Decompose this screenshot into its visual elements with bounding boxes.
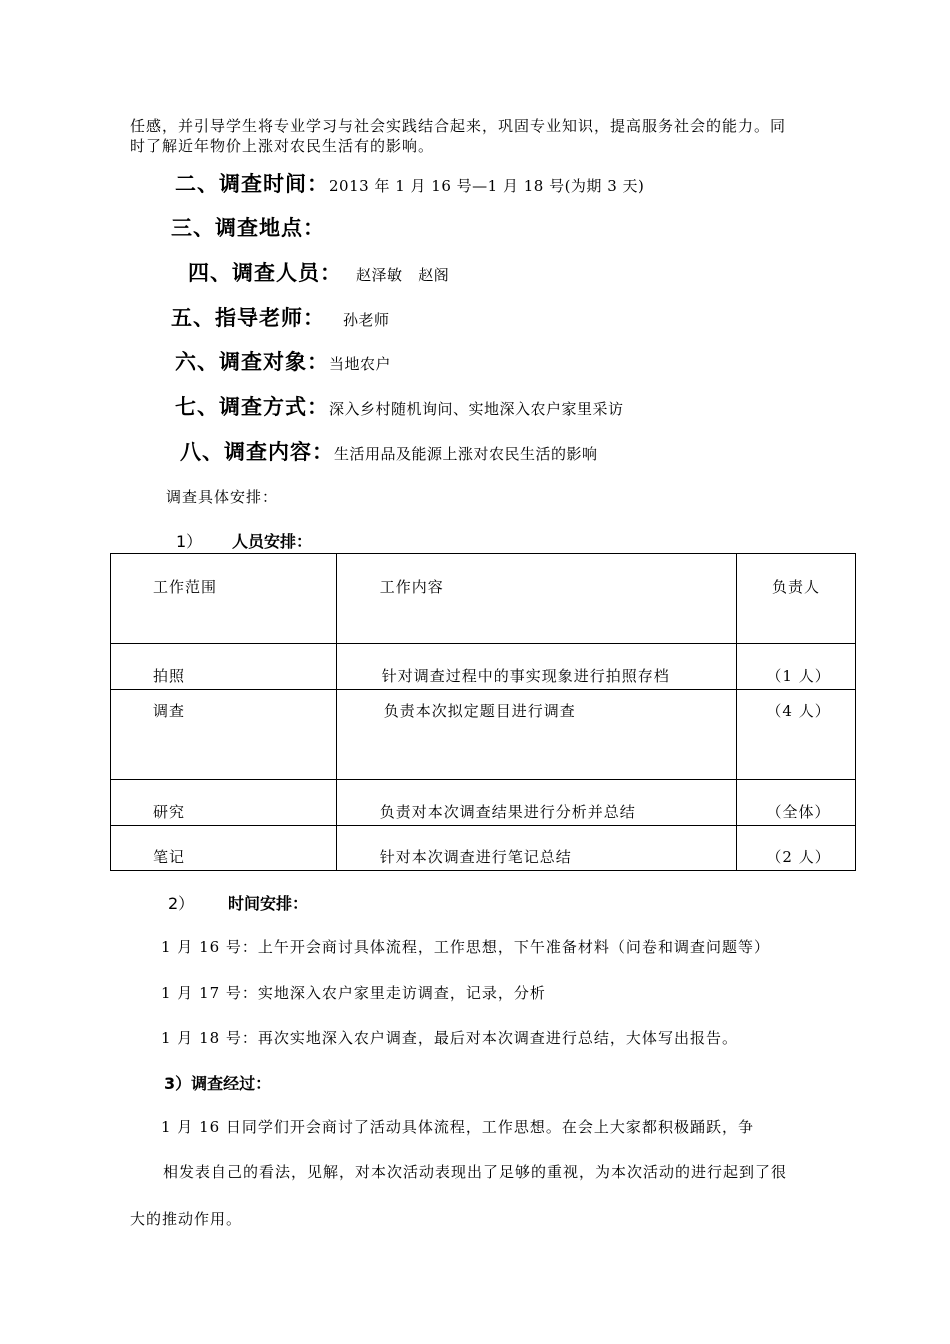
header-content: 工作内容: [379, 578, 444, 596]
header-scope: 工作范围: [153, 578, 218, 596]
schedule-item: 1 月 18 号：再次实地深入农户调查，最后对本次调查进行总结，大体写出报告。: [161, 1029, 738, 1047]
table-header-cell: [737, 554, 856, 644]
schedule-number: 2）: [168, 894, 195, 913]
staffing-title: 人员安排：: [232, 532, 313, 551]
table-cell: [737, 826, 856, 871]
table-cell: [336, 644, 736, 690]
row-content: 针对本次调查进行笔记总结: [379, 848, 572, 866]
table-cell: [737, 644, 856, 690]
staffing-table: [110, 553, 856, 871]
process-line-2: 相发表自己的看法，见解，对本次活动表现出了足够的重视，为本次活动的进行起到了很: [163, 1163, 788, 1181]
schedule-item: 1 月 16 号：上午开会商讨具体流程，工作思想，下午准备材料（问卷和调查问题等）: [161, 938, 770, 956]
row-owner: （4 人）: [766, 702, 831, 720]
table-row: [111, 690, 856, 780]
section-value: 赵泽敏 赵阁: [356, 266, 450, 284]
header-owner: 负责人: [772, 578, 821, 596]
row-content: 针对调查过程中的事实现象进行拍照存档: [381, 667, 670, 685]
row-owner: （全体）: [766, 803, 831, 821]
section-label: 八、调查内容：: [180, 440, 334, 464]
arrangement-title: 调查具体安排：: [166, 488, 279, 506]
schedule-title: 时间安排：: [228, 894, 309, 913]
row-scope: 拍照: [153, 667, 186, 685]
section-label: 五、指导老师：: [171, 306, 325, 330]
process-title: 3）调查经过：: [164, 1074, 272, 1093]
table-header-cell: [336, 554, 736, 644]
section-value: 深入乡村随机询问、实地深入农户家里采访: [329, 400, 624, 418]
intro-line-2: 时了解近年物价上涨对农民生活有的影响。: [130, 137, 435, 155]
row-scope: 研究: [153, 803, 186, 821]
section-value: 当地农户: [329, 355, 392, 373]
table-row: [111, 780, 856, 826]
row-scope: 笔记: [153, 848, 186, 866]
table-header-cell: [111, 554, 337, 644]
table-cell: [111, 690, 337, 780]
table-cell: [336, 780, 736, 826]
section-survey-location: [171, 212, 325, 242]
section-label: 七、调查方式：: [175, 395, 329, 419]
row-content: 负责本次拟定题目进行调查: [383, 702, 576, 720]
intro-line-1: 任感，并引导学生将专业学习与社会实践结合起来，巩固专业知识，提高服务社会的能力。同: [130, 117, 787, 135]
table-cell: [111, 780, 337, 826]
table-cell: [336, 826, 736, 871]
section-survey-time: [175, 168, 644, 198]
section-label: 四、调查人员：: [188, 261, 342, 285]
section-label: 六、调查对象：: [175, 350, 329, 374]
section-value: 生活用品及能源上涨对农民生活的影响: [334, 445, 598, 463]
section-survey-subject: [175, 346, 391, 376]
table-row: [111, 644, 856, 690]
row-owner: （2 人）: [766, 848, 831, 866]
section-value: 2013 年 1 月 16 号—1 月 18 号(为期 3 天): [329, 177, 645, 195]
table-cell: [737, 690, 856, 780]
table-cell: [111, 826, 337, 871]
process-line-1: 1 月 16 日同学们开会商讨了活动具体流程，工作思想。在会上大家都积极踊跃，争: [161, 1118, 754, 1136]
table-header-row: [111, 554, 856, 644]
section-survey-staff: [188, 257, 449, 287]
section-label: 二、调查时间：: [175, 172, 329, 196]
table-row: [111, 826, 856, 871]
section-value: 孙老师: [343, 311, 390, 329]
process-line-3: 大的推动作用。: [130, 1210, 243, 1228]
table-cell: [737, 780, 856, 826]
row-owner: （1 人）: [766, 667, 831, 685]
table-cell: [111, 644, 337, 690]
staffing-number: 1）: [176, 532, 203, 551]
table-cell: [336, 690, 736, 780]
section-survey-method: [175, 391, 624, 421]
section-survey-content: [180, 436, 598, 466]
section-label: 三、调查地点：: [171, 216, 325, 240]
row-scope: 调查: [153, 702, 186, 720]
section-advisor: [171, 302, 390, 332]
schedule-item: 1 月 17 号：实地深入农户家里走访调查，记录，分析: [161, 984, 546, 1002]
row-content: 负责对本次调查结果进行分析并总结: [379, 803, 636, 821]
